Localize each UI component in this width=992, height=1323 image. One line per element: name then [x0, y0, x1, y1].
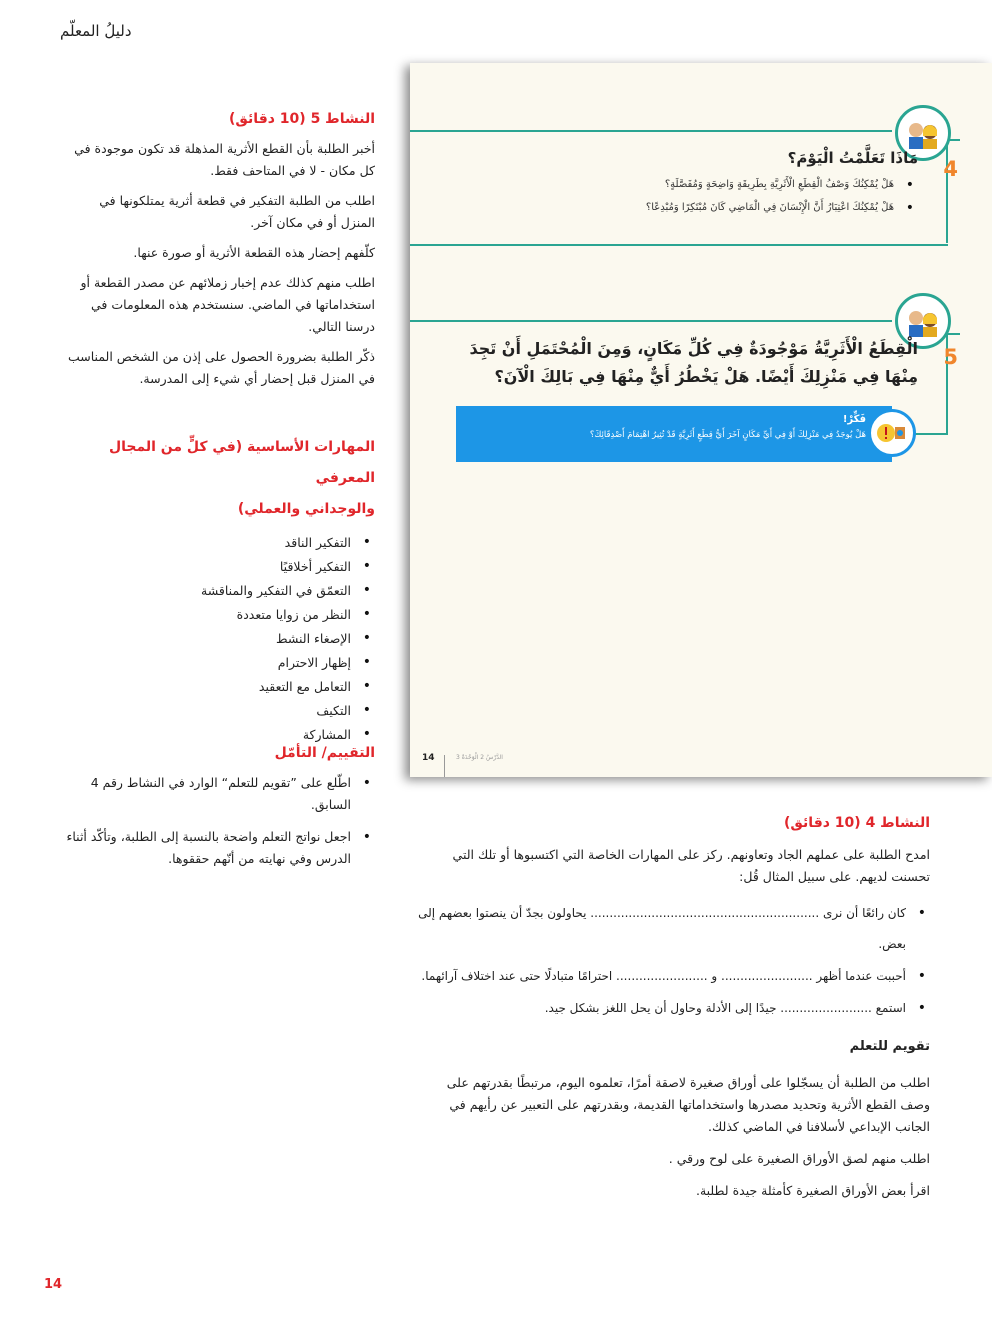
activity5-paragraph: اطلب منهم كذلك عدم إخبار زملائهم عن مصدر القطعة أو استخداماتها في الماضي. سنستخدم هذه المعلومات في درسنا التالي. [80, 275, 375, 334]
lower-section [418, 812, 930, 1212]
skills-section [65, 432, 375, 747]
section-4-bullet: • هَلْ يُمْكِنُكَ اعْتِبَارُ أَنَّ الْإِنْسَانَ فِي الْمَاضِي كَانَ مُبْتَكِرًا وَمُبْدِعًا؟ [538, 197, 918, 219]
skills-heading [65, 432, 375, 525]
guide-title: دليلُ المعلّم [60, 22, 132, 40]
skill-item: • التفكير الناقد [65, 531, 375, 554]
section-4-title: مَاذَا تَعَلَّمْتُ الْيَوْمَ؟ [787, 149, 918, 167]
skills-heading-line: والوجداني والعملي) [237, 501, 375, 517]
activity4-heading: النشاط 4 (10 دقائق) [784, 815, 930, 831]
think-label: فَكِّرْ! [842, 414, 866, 425]
think-box [456, 406, 892, 462]
skill-item: • إظهار الاحترام [65, 651, 375, 674]
skill-item: • النظر من زوايا متعددة [65, 603, 375, 626]
assessment-item: • اطّلع على ”تقويم للتعلم“ الوارد في النشاط رقم 4 السابق. [65, 772, 375, 816]
activity5-heading: النشاط 5 (10 دقائق) [229, 111, 375, 127]
skill-item: • التعمّق في التفكير والمناقشة [65, 579, 375, 602]
skill-item: • التفكير أخلاقيًا [65, 555, 375, 578]
assessment-heading: التقييم/ التأمّل [274, 745, 375, 761]
assessment-list [65, 772, 375, 870]
evaluation-paragraph: اطلب منهم لصق الأوراق الصغيرة على لوح ورقي . [668, 1151, 930, 1166]
skills-heading-line: المهارات الأساسية (في كلٍّ من المجال المعرفي [108, 439, 375, 486]
footer-unit: الْوَحْدَةُ 3 [456, 754, 479, 761]
skill-item: • الإصغاء النشط [65, 627, 375, 650]
think-icon [868, 409, 916, 457]
section-4-bullet: • هَلْ يُمْكِنُكَ وَصْفُ الْقِطَعِ الْأَثَرِيَّةِ بِطَرِيقَةٍ وَاضِحَةٍ وَمُفَصَّلَةٍ؟ [538, 174, 918, 196]
skill-item: • التكيف [65, 699, 375, 722]
evaluation-heading: تقويم للتعلم [849, 1039, 930, 1054]
section-4-number: 4 [943, 157, 958, 181]
activity5-paragraph: أخبر الطلبة بأن القطع الأثرية المذهلة قد تكون موجودة في كل مكان - لا في المتاحف فقط. [74, 141, 375, 178]
assessment-item: • اجعل نواتج التعلم واضحة بالنسبة إلى الطلبة، وتأكّد أثناء الدرس وفي نهايته من أنّهم حققوها. [65, 826, 375, 870]
activity5-paragraph: اطلب من الطلبة التفكير في قطعة أثرية يمتلكونها في المنزل أو في مكان آخر. [99, 193, 375, 230]
evaluation-paragraph: اطلب من الطلبة أن يسجّلوا على أوراق صغيرة لاصقة أمرًا، تعلموه اليوم، مرتبطًا بقدرتهم على وصف القطع الأثرية وتحديد مصدرها واستخداماتها القديمة، وبقدرتهم على التعبير عن رأيهم في الجانب الإبداعي لأسلافنا في الماضي كذلك. [446, 1075, 930, 1134]
activity4-bullet: • أحببت عندما أظهر ........................ و ........................ احترامًا متبادلًا حتى عند اختلاف آرائهما. [418, 961, 930, 992]
assessment-section [65, 742, 375, 871]
activity5-paragraph: كلّفهم إحضار هذه القطعة الأثرية أو صورة عنها. [133, 245, 375, 260]
skill-item: • المشاركة [65, 723, 375, 746]
section-4-bullets [538, 174, 918, 220]
footer-lesson: الدَّرْسُ 2 [480, 754, 503, 761]
book-page-number: 14 [422, 753, 435, 763]
evaluation-paragraph: اقرأ بعض الأوراق الصغيرة كأمثلة جيدة لطلبة. [695, 1183, 930, 1198]
activity4-bullet: • استمع ........................ جيدًا إلى الأدلة وحاول أن يحل اللغز بشكل جيد. [418, 993, 930, 1024]
section-5-number: 5 [943, 345, 958, 369]
book-footer-lesson [456, 754, 503, 761]
page-number: 14 [44, 1277, 63, 1292]
activity4-bullets [418, 898, 930, 1024]
left-column [65, 108, 375, 398]
textbook-page [410, 63, 992, 777]
activity5-paragraph: ذكّر الطلبة بضرورة الحصول على إذن من الشخص المناسب في المنزل قبل إحضار أي شيء إلى المدرسة. [67, 349, 375, 386]
activity4-bullet: • كان رائعًا أن نرى ............................................................ يحاولون بجدّ أن ينصتوا بعضهم إلى بعض. [418, 898, 930, 960]
skill-item: • التعامل مع التعقيد [65, 675, 375, 698]
skills-list [65, 531, 375, 746]
section-5-text: الْقِطَعُ الْأَثَرِيَّةُ مَوْجُودَةٌ فِي كُلِّ مَكَانٍ، وَمِنَ الْمُحْتَمَلِ أَنْ تَجِدَ مِنْهَا فِي مَنْزِلِكَ أَيْضًا. هَلْ يَخْطُرُ أَيٌّ مِنْهَا فِي بَالِكَ الْآنَ؟ [469, 339, 918, 386]
activity4-intro: امدح الطلبة على عملهم الجاد وتعاونهم. ركز على المهارات الخاصة التي اكتسبوها أو تلك التي تحسنت لديهم. على سبيل المثال قُل: [452, 847, 930, 884]
think-text: هَلْ يُوجَدُ فِي مَنْزِلِكَ أَوْ فِي أَيِّ مَكَانٍ آخَرَ أَيُّ قِطَعٍ أَثَرِيَّةٍ قَدْ تُثِيرُ اهْتِمَامَ أَصْدِقَائِكَ؟ [589, 430, 866, 440]
